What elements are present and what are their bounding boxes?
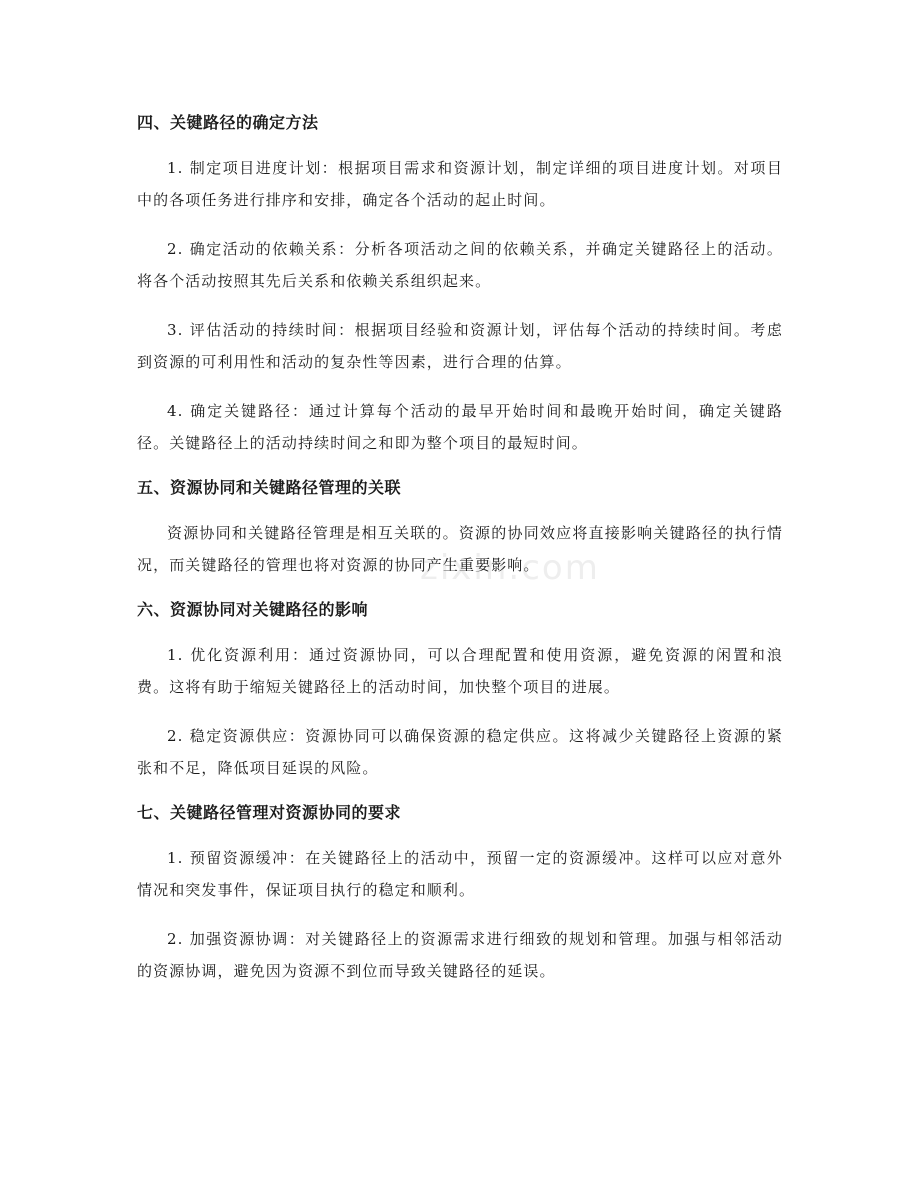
paragraph: 2. 加强资源协调：对关键路径上的资源需求进行细致的规划和管理。加强与相邻活动的资源协调，避免因为资源不到位而导致关键路径的延误。 xyxy=(137,930,783,980)
section-heading: 四、关键路径的确定方法 xyxy=(137,113,319,132)
section-critical-path-method xyxy=(137,111,783,459)
section-heading: 六、资源协同对关键路径的影响 xyxy=(137,600,369,619)
section-heading: 七、关键路径管理对资源协同的要求 xyxy=(137,803,402,822)
paragraph: 1. 制定项目进度计划：根据项目需求和资源计划，制定详细的项目进度计划。对项目中的各项任务进行排序和安排，确定各个活动的起止时间。 xyxy=(137,159,783,209)
paragraph: 1. 预留资源缓冲：在关键路径上的活动中，预留一定的资源缓冲。这样可以应对意外情况和突发事件，保证项目执行的稳定和顺利。 xyxy=(137,849,783,899)
paragraph: 1. 优化资源利用：通过资源协同，可以合理配置和使用资源，避免资源的闲置和浪费。这将有助于缩短关键路径上的活动时间，加快整个项目的进展。 xyxy=(137,646,783,696)
section-impact xyxy=(137,598,783,784)
section-heading: 五、资源协同和关键路径管理的关联 xyxy=(137,478,402,497)
section-relationship xyxy=(137,476,783,581)
paragraph: 3. 评估活动的持续时间：根据项目经验和资源计划，评估每个活动的持续时间。考虑到资源的可利用性和活动的复杂性等因素，进行合理的估算。 xyxy=(137,321,783,371)
paragraph: 资源协同和关键路径管理是相互关联的。资源的协同效应将直接影响关键路径的执行情况，而关键路径的管理也将对资源的协同产生重要影响。 xyxy=(137,524,783,574)
paragraph: 2. 确定活动的依赖关系：分析各项活动之间的依赖关系，并确定关键路径上的活动。将各个活动按照其先后关系和依赖关系组织起来。 xyxy=(137,240,783,290)
paragraph: 4. 确定关键路径：通过计算每个活动的最早开始时间和最晚开始时间，确定关键路径。关键路径上的活动持续时间之和即为整个项目的最短时间。 xyxy=(137,402,783,452)
document-page xyxy=(137,100,783,1004)
section-requirements xyxy=(137,801,783,987)
paragraph: 2. 稳定资源供应：资源协同可以确保资源的稳定供应。这将减少关键路径上资源的紧张和不足，降低项目延误的风险。 xyxy=(137,727,783,777)
watermark: zixin.com xyxy=(420,548,600,588)
